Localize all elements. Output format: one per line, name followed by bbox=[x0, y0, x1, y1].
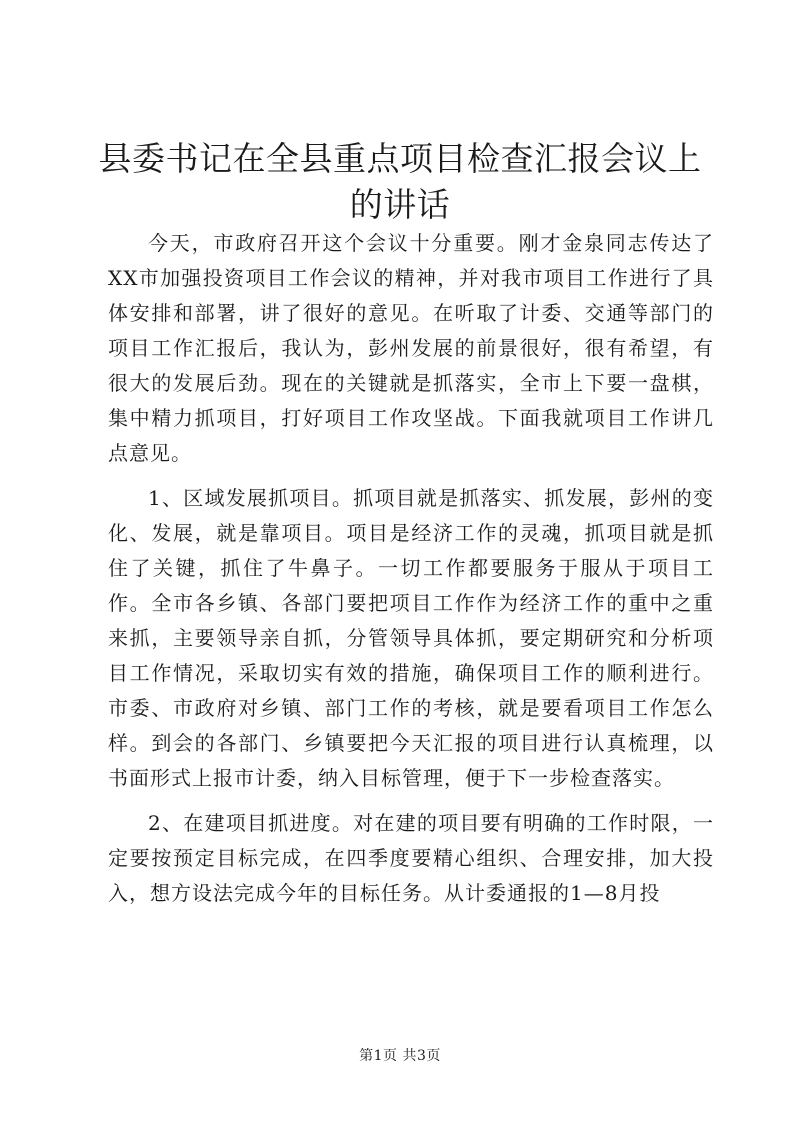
page-number-footer: 第1页 共3页 bbox=[359, 1048, 441, 1064]
document-body bbox=[108, 226, 714, 921]
document-title: 县委书记在全县重点项目检查汇报会议上的讲话 bbox=[98, 139, 702, 224]
paragraph-point-2: 2、在建项目抓进度。对在建的项目要有明确的工作时限，一定要按预定目标完成，在四季度要精心组织、合理安排，加大投入，想方设法完成今年的目标任务。从计委通报的1—8月投 bbox=[108, 811, 714, 905]
paragraph-point-1: 1、区域发展抓项目。抓项目就是抓落实、抓发展，彭州的变化、发展，就是靠项目。项目是经济工作的灵魂，抓项目就是抓住了关键，抓住了牛鼻子。一切工作都要服务于服从于项目工作。全市各乡镇、各部门要把项目工作作为经济工作的重中之重来抓，主要领导亲自抓，分管领导具体抓，要定期研究和分析项目工作情况，采取切实有效的措施，确保项目工作的顺利进行。市委、市政府对乡镇、部门工作的考核，就是要看项目工作怎么样。到会的各部门、乡镇要把今天汇报的项目进行认真梳理，以书面形式上报市计委，纳入目标管理，便于下一步检查落实。 bbox=[108, 486, 714, 790]
paragraph-intro: 今天，市政府召开这个会议十分重要。刚才金泉同志传达了XX市加强投资项目工作会议的精神，并对我市项目工作进行了具体安排和部署，讲了很好的意见。在听取了计委、交通等部门的项目工作汇报后，我认为，彭州发展的前景很好，很有希望，有很大的发展后劲。现在的关键就是抓落实，全市上下要一盘棋，集中精力抓项目，打好项目工作攻坚战。下面我就项目工作讲几点意见。 bbox=[108, 231, 714, 465]
